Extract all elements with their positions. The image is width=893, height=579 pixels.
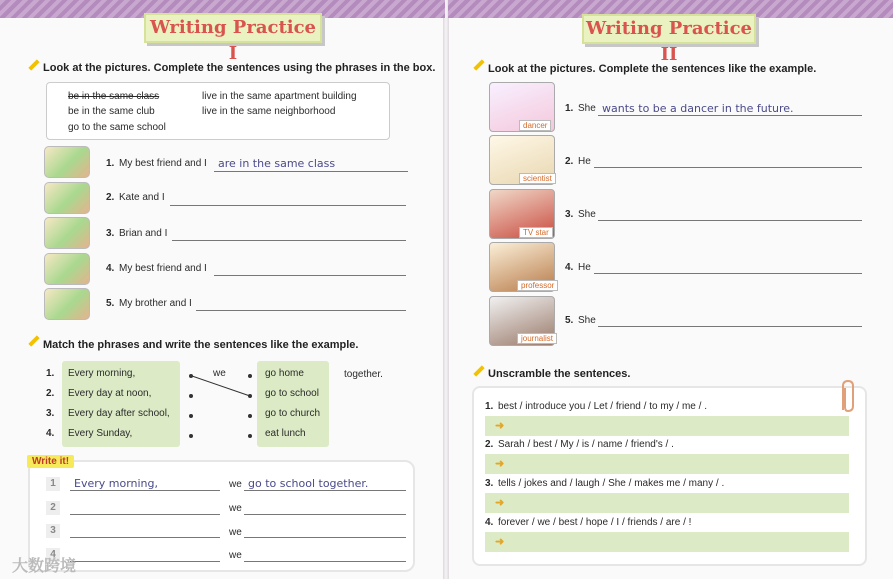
item-text: My best friend and I xyxy=(119,263,207,274)
match-dot[interactable] xyxy=(248,434,252,438)
match-end-word: together. xyxy=(344,369,383,380)
match-dot[interactable] xyxy=(189,414,193,418)
picture-caption: dancer xyxy=(519,120,551,131)
item-number: 2. xyxy=(106,192,115,203)
item-number: 3. xyxy=(485,478,494,489)
item-text: Brian and I xyxy=(119,228,168,239)
picture-thumbnail xyxy=(44,253,90,285)
row-number: 2 xyxy=(46,501,60,515)
item-number: 1. xyxy=(46,368,55,379)
item-text: My best friend and I xyxy=(119,158,207,169)
left-title: Writing Practice I xyxy=(144,13,322,43)
match-option: go home xyxy=(265,368,304,379)
answer-line[interactable] xyxy=(594,273,862,274)
answer-line[interactable] xyxy=(70,561,220,562)
answer-field[interactable] xyxy=(485,493,849,513)
phrase-box-item: go to the same school xyxy=(68,122,166,133)
paperclip-icon xyxy=(836,378,860,414)
section2-instruction: Match the phrases and write the sentences like the example. xyxy=(43,339,359,351)
row-we: we xyxy=(229,527,242,538)
item-subject: She xyxy=(578,103,596,114)
arrow-icon: ➜ xyxy=(495,420,505,432)
scrambled-sentence: Sarah / best / My / is / name / friend's / . xyxy=(498,439,674,450)
item-number: 4. xyxy=(106,263,115,274)
answer-line[interactable] xyxy=(70,490,220,491)
answer-line[interactable] xyxy=(244,537,406,538)
item-number: 4. xyxy=(485,517,494,528)
arrow-icon: ➜ xyxy=(495,497,505,509)
match-phrase: Every day at noon, xyxy=(68,388,152,399)
phrase-box-item: be in the same class xyxy=(68,91,160,102)
answer-field[interactable] xyxy=(485,416,849,436)
item-subject: She xyxy=(578,315,596,326)
item-number: 1. xyxy=(485,401,494,412)
answer-line[interactable] xyxy=(214,171,408,172)
match-phrase: Every morning, xyxy=(68,368,136,379)
answer-line[interactable] xyxy=(70,514,220,515)
picture-thumbnail xyxy=(44,182,90,214)
row-we: we xyxy=(229,479,242,490)
picture-caption: scientist xyxy=(519,173,556,184)
item-text: Kate and I xyxy=(119,192,165,203)
picture-thumbnail xyxy=(44,288,90,320)
answer-line[interactable] xyxy=(244,514,406,515)
arrow-icon: ➜ xyxy=(495,458,505,470)
row-number: 4 xyxy=(46,548,60,562)
item-number: 1. xyxy=(106,158,115,169)
item-number: 1. xyxy=(565,103,574,114)
item-number: 5. xyxy=(106,298,115,309)
item-subject: He xyxy=(578,156,591,167)
section1-instruction: Look at the pictures. Complete the sentences using the phrases in the box. xyxy=(43,62,436,74)
match-option: go to school xyxy=(265,388,319,399)
phrase-box-item: live in the same apartment building xyxy=(202,91,357,102)
answer-line[interactable] xyxy=(598,326,862,327)
answer-line[interactable] xyxy=(170,205,406,206)
answer-line[interactable] xyxy=(594,167,862,168)
answer-line[interactable] xyxy=(244,490,406,491)
item-number: 3. xyxy=(565,209,574,220)
item-number: 4. xyxy=(46,428,55,439)
picture-caption: TV star xyxy=(519,227,553,238)
answer-line[interactable] xyxy=(172,240,406,241)
answer-field[interactable] xyxy=(485,532,849,552)
arrow-icon: ➜ xyxy=(495,536,505,548)
scrambled-sentence: best / introduce you / Let / friend / to my / me / . xyxy=(498,401,707,412)
answer-line[interactable] xyxy=(214,275,406,276)
item-number: 2. xyxy=(565,156,574,167)
match-dot[interactable] xyxy=(248,414,252,418)
item-number: 5. xyxy=(565,315,574,326)
match-phrase: Every Sunday, xyxy=(68,428,133,439)
match-dot[interactable] xyxy=(189,434,193,438)
book-gutter xyxy=(443,0,449,579)
right-title: Writing Practice II xyxy=(582,14,756,44)
match-phrase: Every day after school, xyxy=(68,408,170,419)
row-number: 1 xyxy=(46,477,60,491)
match-option: eat lunch xyxy=(265,428,306,439)
watermark: 大数跨境 xyxy=(12,558,77,575)
row-number: 3 xyxy=(46,524,60,538)
scrambled-sentence: tells / jokes and / laugh / She / makes me / many / . xyxy=(498,478,725,489)
answer-line[interactable] xyxy=(598,115,862,116)
match-middle-word: we xyxy=(213,368,226,379)
answer-line[interactable] xyxy=(598,220,862,221)
answer-line[interactable] xyxy=(244,561,406,562)
answer-text: go to school together. xyxy=(248,477,369,490)
item-number: 3. xyxy=(106,228,115,239)
answer-line[interactable] xyxy=(196,310,406,311)
item-number: 2. xyxy=(46,388,55,399)
item-subject: She xyxy=(578,209,596,220)
item-number: 2. xyxy=(485,439,494,450)
item-subject: He xyxy=(578,262,591,273)
row-we: we xyxy=(229,503,242,514)
picture-thumbnail xyxy=(44,217,90,249)
phrase-box-item: be in the same club xyxy=(68,106,155,117)
row-we: we xyxy=(229,550,242,561)
match-option: go to church xyxy=(265,408,321,419)
picture-caption: journalist xyxy=(517,333,557,344)
answer-field[interactable] xyxy=(485,454,849,474)
item-number: 3. xyxy=(46,408,55,419)
answer-line[interactable] xyxy=(70,537,220,538)
picture-caption: professor xyxy=(517,280,558,291)
picture-thumbnail xyxy=(44,146,90,178)
phrase-box-item: live in the same neighborhood xyxy=(202,106,336,117)
section2-instruction: Unscramble the sentences. xyxy=(488,368,631,380)
answer-text: are in the same class xyxy=(218,157,336,170)
scrambled-sentence: forever / we / best / hope / I / friends / are / ! xyxy=(498,517,692,528)
answer-text: Every morning, xyxy=(74,477,159,490)
write-it-label: Write it! xyxy=(27,455,74,468)
section1-instruction: Look at the pictures. Complete the sentences like the example. xyxy=(488,63,817,75)
item-text: My brother and I xyxy=(119,298,192,309)
item-number: 4. xyxy=(565,262,574,273)
answer-text: wants to be a dancer in the future. xyxy=(602,102,794,115)
